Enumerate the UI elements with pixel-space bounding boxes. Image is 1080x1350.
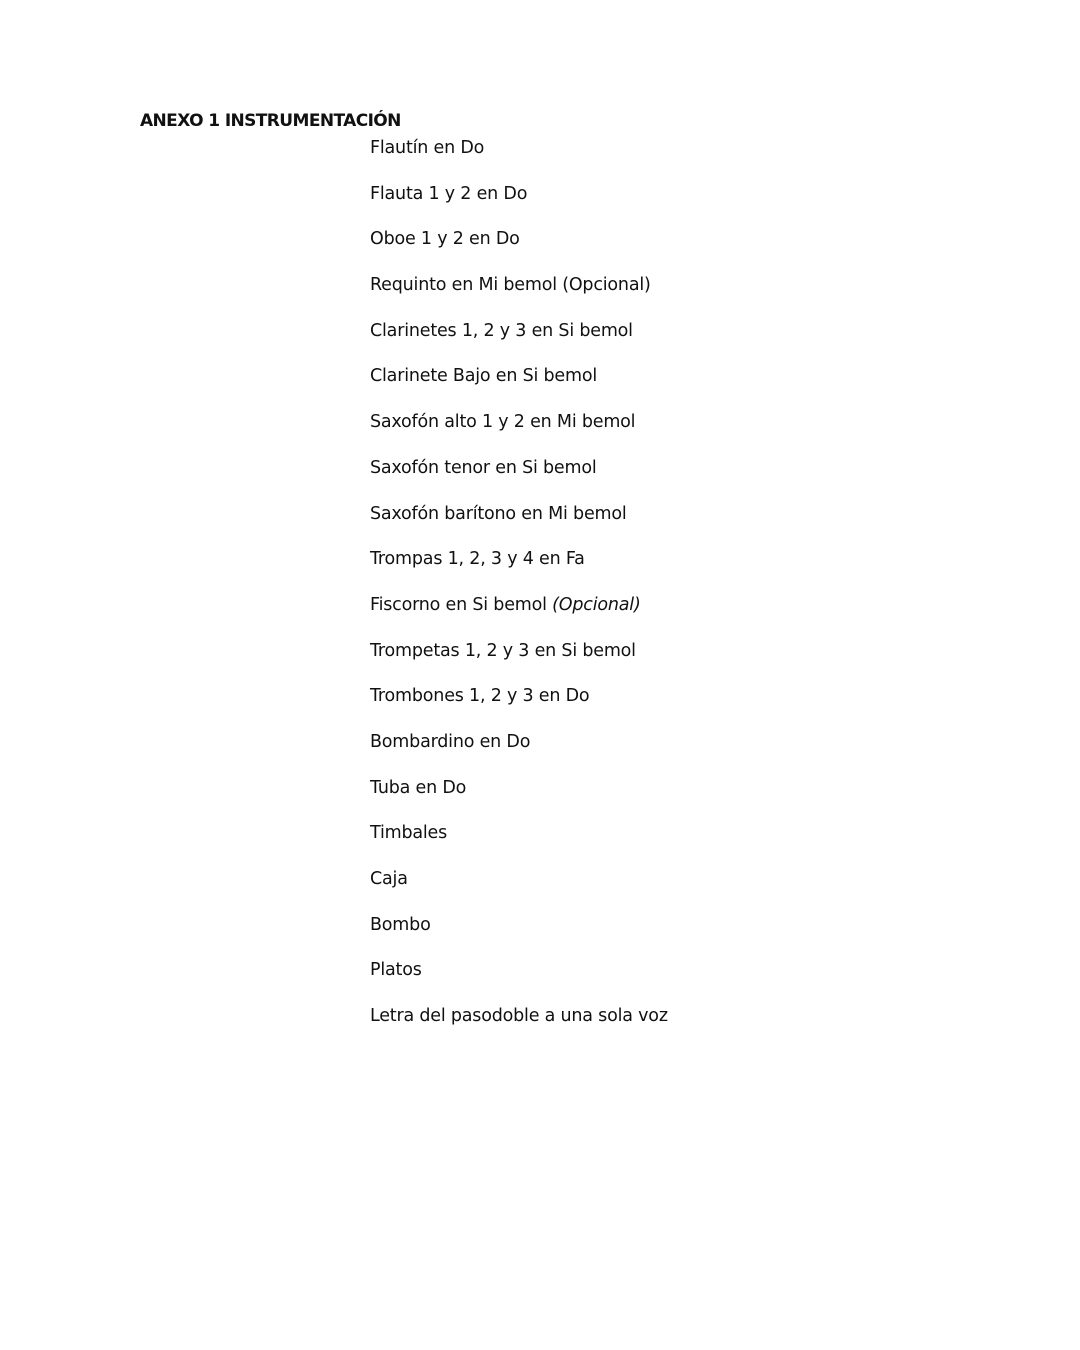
- instrument-name: Trompetas 1, 2 y 3 en Si bemol: [370, 640, 636, 661]
- instrument-name: Saxofón barítono en Mi bemol: [370, 503, 627, 524]
- instrument-item: [370, 593, 668, 639]
- instrument-name: Letra del pasodoble a una sola voz: [370, 1006, 668, 1027]
- instrument-item: [370, 547, 668, 593]
- instrument-name: Clarinete Bajo en Si bemol: [370, 366, 598, 387]
- instrument-name: Clarinetes 1, 2 y 3 en Si bemol: [370, 320, 633, 341]
- instrument-name: Flauta 1 y 2 en Do: [370, 183, 528, 204]
- optional-note-italic: (Opcional): [552, 594, 641, 615]
- instrument-name: Tuba en Do: [370, 777, 467, 798]
- annex-heading: ANEXO 1 INSTRUMENTACIÓN: [140, 111, 401, 131]
- instrument-item: [370, 364, 668, 410]
- instrument-list: [370, 136, 668, 1050]
- instrument-item: [370, 319, 668, 365]
- instrument-item: [370, 502, 668, 548]
- instrument-item: [370, 730, 668, 776]
- instrument-item: [370, 136, 668, 182]
- instrument-item: [370, 410, 668, 456]
- instrument-name: Flautín en Do: [370, 138, 485, 158]
- instrument-item: [370, 1004, 668, 1050]
- instrument-item: [370, 913, 668, 959]
- instrument-name: Timbales: [370, 823, 448, 844]
- optional-note: (Opcional): [562, 275, 651, 296]
- instrument-name: Trombones 1, 2 y 3 en Do: [370, 686, 590, 707]
- instrument-name: Requinto en Mi bemol: [370, 275, 563, 296]
- instrument-name: Saxofón tenor en Si bemol: [370, 457, 597, 478]
- instrument-name: Bombardino en Do: [370, 731, 531, 752]
- instrument-item: [370, 456, 668, 502]
- instrument-item: [370, 273, 668, 319]
- instrument-name: Saxofón alto 1 y 2 en Mi bemol: [370, 412, 636, 433]
- instrument-item: [370, 182, 668, 228]
- instrument-item: [370, 227, 668, 273]
- instrument-name: Bombo: [370, 914, 431, 935]
- instrument-name: Trompas 1, 2, 3 y 4 en Fa: [370, 549, 585, 570]
- instrument-item: [370, 684, 668, 730]
- instrument-name: Fiscorno en Si bemol: [370, 594, 553, 615]
- instrument-item: [370, 958, 668, 1004]
- instrument-name: Caja: [370, 869, 408, 889]
- instrument-item: [370, 639, 668, 685]
- instrument-item: [370, 821, 668, 867]
- instrument-item: [370, 867, 668, 913]
- instrument-item: [370, 776, 668, 822]
- instrument-name: Platos: [370, 960, 422, 981]
- instrument-name: Oboe 1 y 2 en Do: [370, 229, 520, 250]
